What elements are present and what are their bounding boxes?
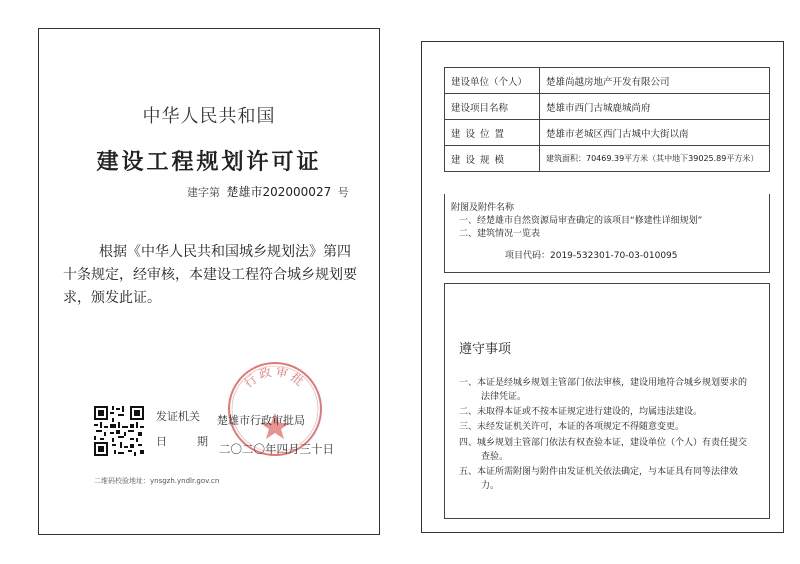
date-label: 日期 [156,435,238,448]
table-label: 建设规模 [445,146,540,172]
compliance-item: 二、未取得本证或不按本证规定进行建设的，均属违法建设。 [459,407,703,417]
certificate-number-value: 楚雄市202000027 [226,185,332,199]
table-label: 建设单位（个人） [445,68,540,94]
project-code: 项目代码：2019-532301-70-03-010095 [505,251,678,261]
certificate-number-suffix: 号 [337,186,349,199]
compliance-box [444,283,770,519]
table-label: 建设位置 [445,120,540,146]
table-value: 建筑面积：70469.39平方米（其中地下39025.89平方米） [540,146,770,172]
compliance-item: 四、城乡规划主管部门依法有权查验本证，建设单位（个人）有责任提交查验。 [459,438,748,462]
table-value: 楚雄尚越房地产开发有限公司 [540,68,770,94]
certificate-title: 建设工程规划许可证 [96,150,322,175]
table-row [445,146,770,172]
certificate-body [63,241,357,310]
certificate-cover-page [38,28,380,535]
table-value: 楚雄市老城区西门古城中大街以南 [540,120,770,146]
table-label: 建设项目名称 [445,94,540,120]
attachments-box [444,194,770,273]
attachment-item: 一、经楚雄市自然资源局审查确定的该项目“修建性详细规划” [459,216,703,226]
project-info-table [444,67,770,172]
certificate-number [187,183,349,200]
table-row [445,120,770,146]
attachment-item: 二、建筑情况一览表 [459,229,541,239]
table-value: 楚雄市西门古城鹿城尚府 [540,94,770,120]
qr-verify-note: 二维码校验地址：ynsgzh.yndlr.gov.cn [94,477,220,485]
certificate-body-text: 根据《中华人民共和国城乡规划法》第四十条规定，经审核，本建设工程符合城乡规划要求，颁发此证。 [63,244,357,306]
qr-code [94,406,144,456]
date-value: 二〇二〇年四月三十日 [219,442,334,456]
country-heading: 中华人民共和国 [142,106,276,127]
seal-text: 行政审批 [241,364,309,391]
compliance-title: 遵守事项 [459,342,512,357]
svg-text:行政审批 [241,363,309,390]
certificate-number-prefix: 建字第 [187,186,220,199]
attachments-title: 附图及附件名称 [451,203,515,213]
issuer-label: 发证机关 [156,410,200,423]
compliance-item: 三、未经发证机关许可，本证的各项规定不得随意变更。 [459,422,685,432]
certificate-detail-page [421,41,784,533]
table-row [445,94,770,120]
compliance-item: 五、本证所需附图与附件由发证机关依法确定，与本证具有同等法律效力。 [459,467,739,491]
issuer-value: 楚雄市行政审批局 [217,414,305,427]
table-row [445,68,770,94]
compliance-item: 一、本证是经城乡规划主管部门依法审核，建设用地符合城乡规划要求的法律凭证。 [459,378,748,402]
